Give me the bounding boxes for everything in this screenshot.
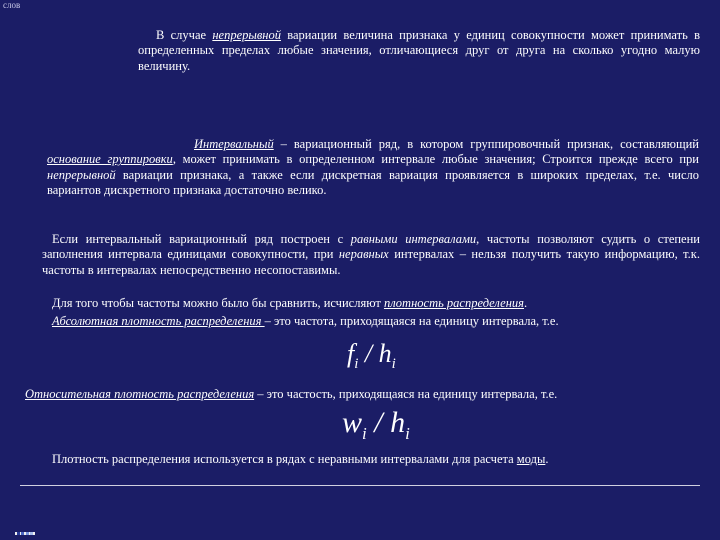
formula-slash: / [366,406,391,439]
formula-sub: i [354,356,359,373]
term-continuous: непрерывной [212,28,281,42]
text: – вариационный ряд, в котором группировочный признак, составляющий [273,137,699,151]
term-interval: Интервальный [194,137,274,151]
formula-sub: i [362,424,367,443]
formula-sub: i [405,424,410,443]
text: Для того чтобы частоты можно было бы сравнить, исчисляют [52,296,384,310]
paragraph-equal-intervals [42,232,700,278]
formula-h: h [378,339,392,368]
term-unequal: неравных [338,247,389,262]
formula-slash: / [358,339,379,368]
text: – это частота, приходящаяся на единицу интервала, т.е. [264,314,559,328]
text: , частоты позволяют судить о степени заполнения интервала единицами совокупности, при [42,232,700,262]
formula-w: w [342,406,363,439]
slide-content [10,14,710,532]
formula-f: f [347,339,355,368]
formula-h: h [390,406,406,439]
formula-absolute-density [347,339,396,379]
line-absolute-density [52,314,559,329]
text: интервалах – нельзя получить такую информацию, т.к. частоты в интервалах непосредственно несопоставимы. [42,247,700,277]
paragraph-interval-series [47,137,699,198]
term-equal-intervals: равными интервалами [350,232,477,246]
text: Если интервальный вариационный ряд построен с [52,232,351,246]
text: , может принимать в определенном интервале любые значения; Строится прежде всего при [172,152,700,167]
text: вариации величина признака у единиц совокупности может принимать в определенных пределах любые значения, отличающиеся друг от друга на сколько угодно малую величину. [138,28,700,73]
formula-relative-density [342,406,410,451]
text: Плотность распределения используется в рядах с неравными интервалами для расчета [52,452,517,466]
term-relative-density: Относительная плотность распределения [25,387,255,401]
term-absolute-density: Абсолютная плотность распределения [52,314,265,328]
horizontal-rule [20,485,700,486]
line-relative-density [25,387,557,402]
line-distribution-density [52,296,527,311]
line-mode-usage [52,452,548,467]
text: вариации признака, а также если дискретная вариация проявляется в широких пределах, т.е. число вариантов дискретного признака достаточно велико. [47,167,699,197]
text: – это частость, приходящаяся на единицу интервала, т.е. [254,387,558,401]
text: . [545,452,549,466]
term-mode: моды [516,452,546,466]
corner-label: слов [3,0,21,10]
term-grouping-basis: основание группировки [47,152,173,167]
formula-sub: i [391,356,396,373]
term-distribution-density: плотность распределения [383,296,524,310]
text: . [524,296,528,310]
term-continuous: непрерывной [47,167,116,182]
paragraph-continuous-variation [138,28,700,74]
text: В случае [156,28,213,42]
